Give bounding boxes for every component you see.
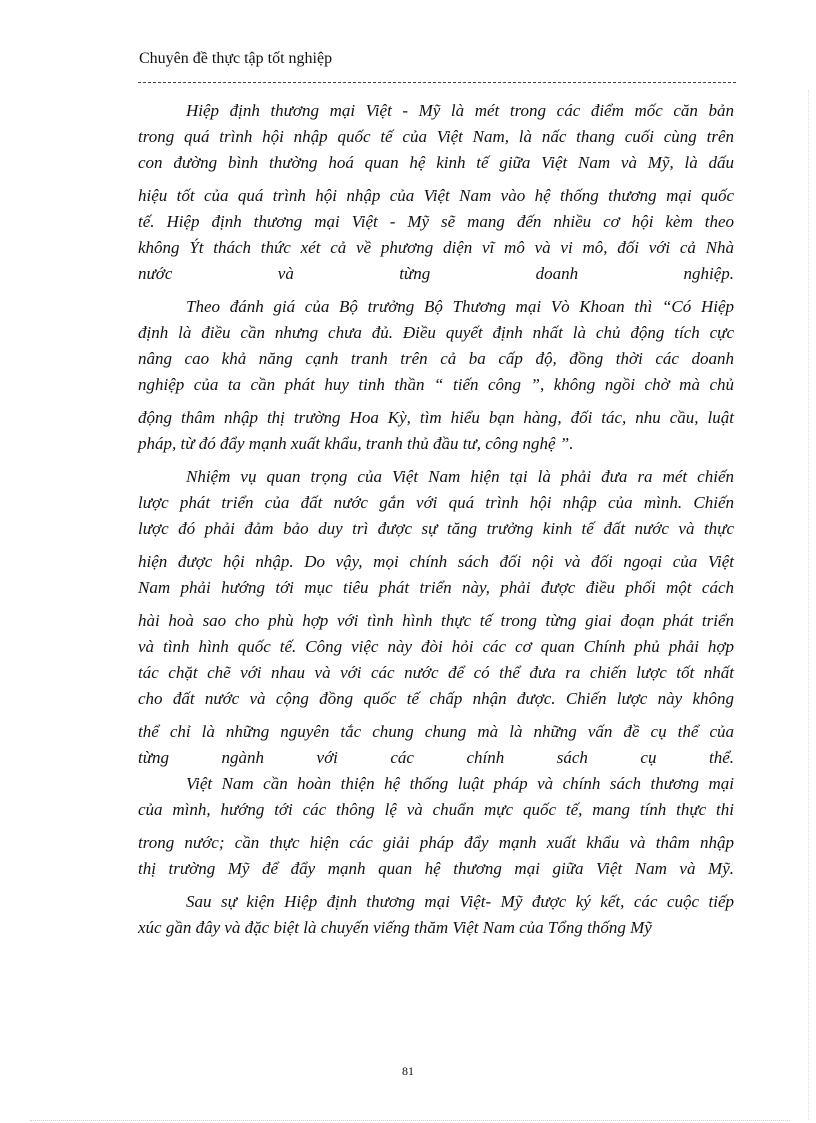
text-line: và tình hình quốc tế. Công việc này đòi hỏi các cơ quan Chính phủ phải hợp	[138, 637, 734, 656]
body-text	[138, 98, 734, 941]
page-number: 81	[402, 1064, 414, 1078]
text-line: thị trường Mỹ để đẩy mạnh quan hệ thương mại giữa Việt Nam và Mỹ.	[138, 859, 734, 878]
text-line: trong quá trình hội nhập quốc tế của Việt Nam, là nấc thang cuối cùng trên	[138, 127, 734, 146]
text-line: định là điều cần nhưng chưa đủ. Điều quyết định nhất là chủ động tích cực	[138, 323, 734, 342]
text-line: Việt Nam cần hoàn thiện hệ thống luật pháp và chính sách thương mại	[186, 774, 734, 793]
text-line: hiện được hội nhập. Do vậy, mọi chính sách đối nội và đối ngoại của Việt	[138, 552, 734, 571]
text-line: Nhiệm vụ quan trọng của Việt Nam hiện tại là phải đưa ra mét chiến	[186, 467, 734, 486]
footer-divider	[30, 1120, 790, 1121]
text-line: pháp, từ đó đẩy mạnh xuất khẩu, tranh thủ đầu tư, công nghệ ”.	[138, 434, 574, 453]
text-line: con đường bình thường hoá quan hệ kinh tế giữa Việt Nam và Mỹ, là dấu	[138, 153, 734, 172]
text-line: Sau sự kiện Hiệp định thương mại Việt- Mỹ được ký kết, các cuộc tiếp	[186, 892, 734, 911]
text-line: nước và từng doanh nghiệp.	[138, 264, 734, 283]
text-line: Hiệp định thương mại Việt - Mỹ là mét trong các điểm mốc căn bản	[186, 101, 734, 120]
text-line: tế. Hiệp định thương mại Việt - Mỹ sẽ mang đến nhiều cơ hội kèm theo	[138, 212, 734, 231]
text-line: từng ngành với các chính sách cụ thể.	[138, 748, 734, 767]
text-line: động thâm nhập thị trường Hoa Kỳ, tìm hiểu bạn hàng, đối tác, nhu cầu, luật	[138, 408, 734, 427]
text-line: lược phát triển của đất nước gắn với quá trình hội nhập của mình. Chiến	[138, 493, 734, 512]
text-line: Nam phải hướng tới mục tiêu phát triển này, phải được điều phối một cách	[138, 578, 734, 597]
document-header-title: Chuyên đề thực tập tốt nghiệp	[139, 50, 333, 67]
text-line: nâng cao khả năng cạnh tranh trên cả ba cấp độ, đồng thời các doanh	[138, 349, 734, 368]
text-line: tác chặt chẽ với nhau và với các nước để có thể đưa ra chiến lược tốt nhất	[138, 663, 734, 682]
text-line: lược đó phải đảm bảo duy trì được sự tăng trưởng kinh tế đất nước và thực	[138, 519, 734, 538]
page-edge-divider	[808, 90, 809, 1120]
header-divider	[138, 82, 736, 83]
text-line: cho đất nước và cộng đồng quốc tế chấp nhận được. Chiến lược này không	[138, 689, 734, 708]
text-line: trong nước; cần thực hiện các giải pháp đẩy mạnh xuất khẩu và thâm nhập	[138, 833, 734, 852]
text-line: xúc gần đây và đặc biệt là chuyến viếng thăm Việt Nam của Tổng thống Mỹ	[138, 918, 652, 937]
text-line: Theo đánh giá của Bộ trưởng Bộ Thương mại Vò Khoan thì “Có Hiệp	[186, 297, 734, 316]
text-line: thể chỉ là những nguyên tắc chung chung mà là những vấn đề cụ thể của	[138, 722, 734, 741]
text-line: của mình, hướng tới các thông lệ và chuẩn mực quốc tế, mang tính thực thi	[138, 800, 734, 819]
text-line: không Ýt thách thức xét cả về phương diện vĩ mô và vi mô, đối với cả Nhà	[138, 238, 734, 257]
text-line: nghiệp của ta cần phát huy tinh thần “ tiến công ”, không ngồi chờ mà chủ	[138, 375, 734, 394]
text-line: hài hoà sao cho phù hợp với tình hình thực tế trong từng giai đoạn phát triển	[138, 611, 734, 630]
text-line: hiệu tốt của quá trình hội nhập của Việt Nam vào hệ thống thương mại quốc	[138, 186, 734, 205]
